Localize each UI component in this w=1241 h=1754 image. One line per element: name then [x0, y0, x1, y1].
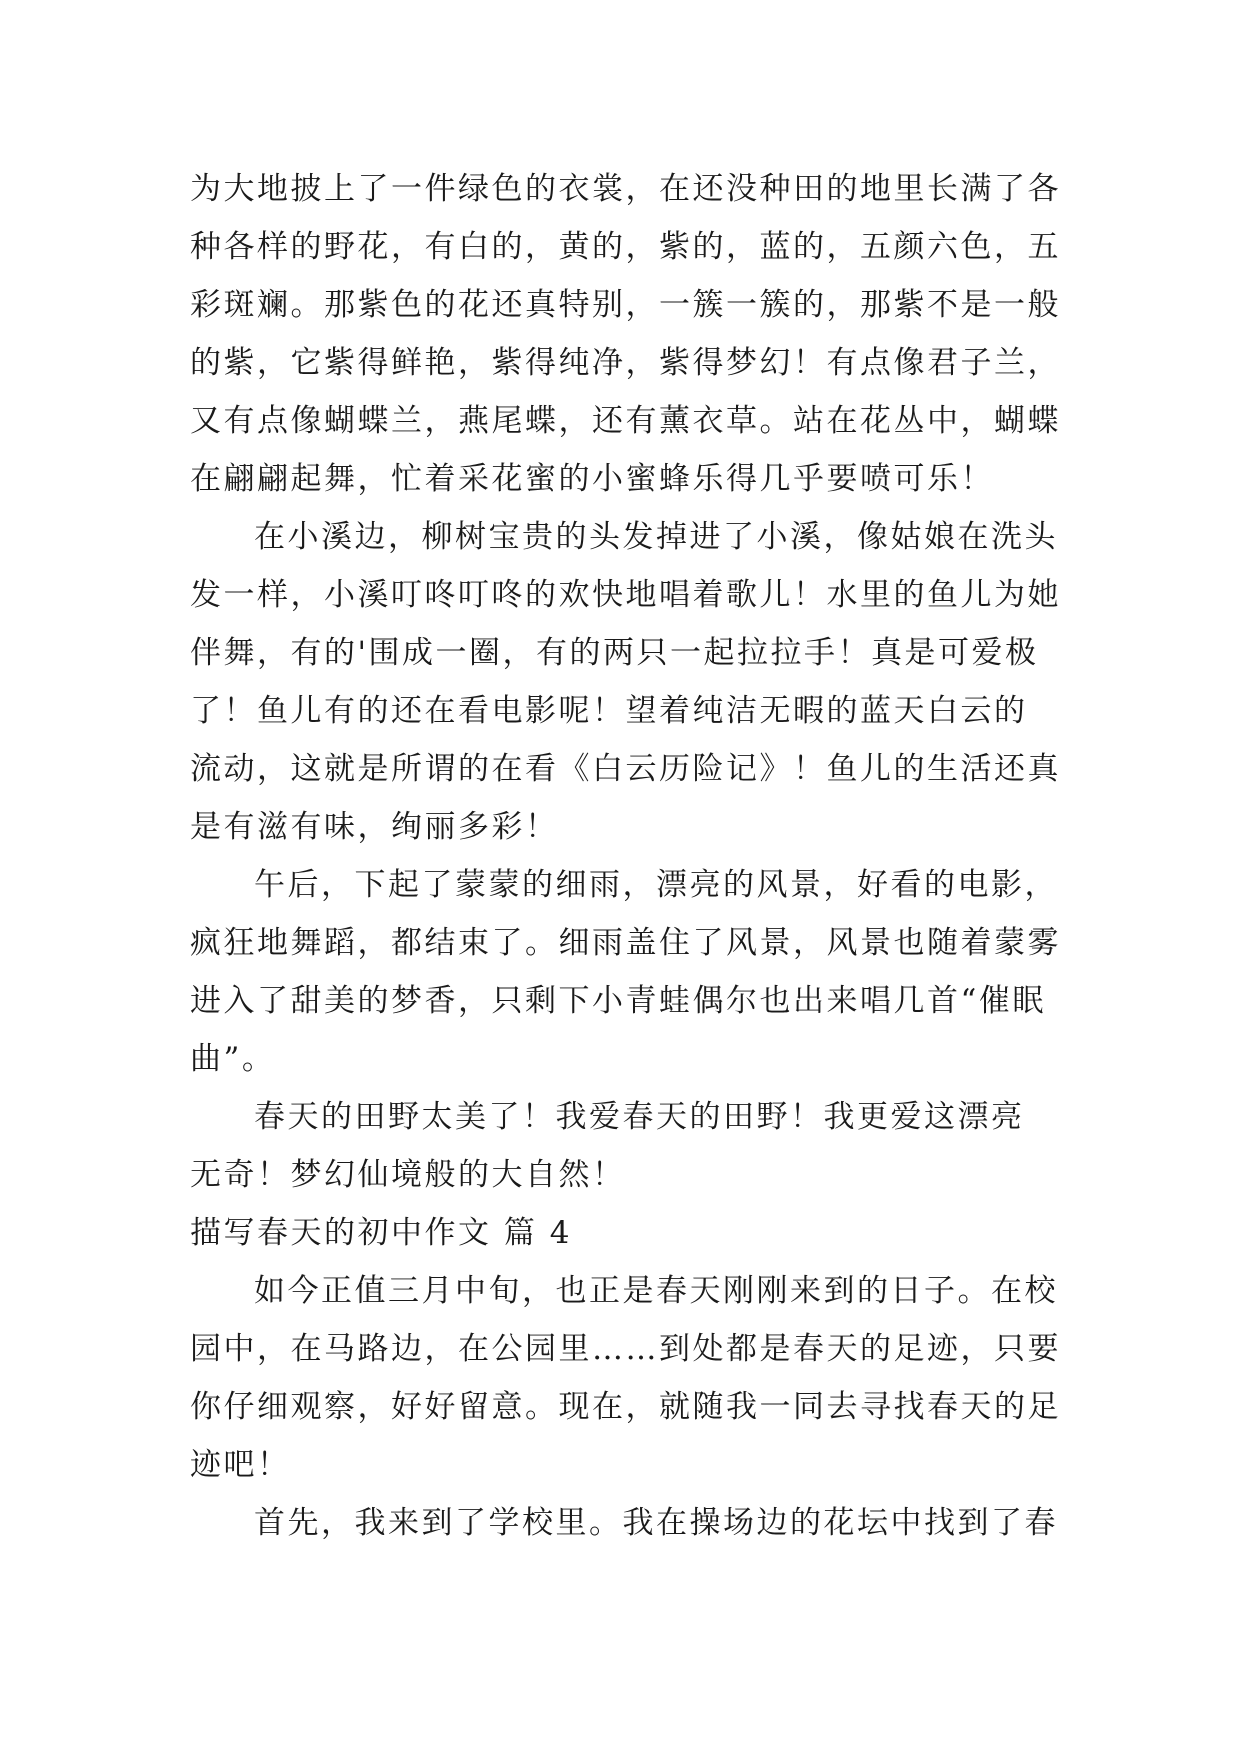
- text-line: 迹吧！: [190, 1447, 291, 1483]
- paragraph-first-line: 午后，下起了蒙蒙的细雨，漂亮的风景，好看的电影，: [254, 867, 1058, 903]
- text-line: 是有滋有味，绚丽多彩！: [190, 809, 559, 845]
- section-heading: 描写春天的初中作文 篇 4: [190, 1215, 572, 1251]
- text-line: 了！鱼儿有的还在看电影呢！望着纯洁无暇的蓝天白云的: [190, 693, 1028, 729]
- text-line: 又有点像蝴蝶兰，燕尾蝶，还有薰衣草。站在花丛中，蝴蝶: [190, 403, 1061, 439]
- text-line: 你仔细观察，好好留意。现在，就随我一同去寻找春天的足: [190, 1389, 1061, 1425]
- text-line: 彩斑斓。那紫色的花还真特别，一簇一簇的，那紫不是一般: [190, 287, 1061, 323]
- text-line: 伴舞，有的'围成一圈，有的两只一起拉拉手！真是可爱极: [190, 635, 1039, 671]
- text-line: 进入了甜美的梦香，只剩下小青蛙偶尔也出来唱几首“催眠: [190, 983, 1046, 1019]
- paragraph-first-line: 如今正值三月中旬，也正是春天刚刚来到的日子。在校: [254, 1273, 1058, 1309]
- text-line: 为大地披上了一件绿色的衣裳，在还没种田的地里长满了各: [190, 171, 1061, 207]
- paragraph-first-line: 在小溪边，柳树宝贵的头发掉进了小溪，像姑娘在洗头: [254, 519, 1058, 555]
- text-line: 疯狂地舞蹈，都结束了。细雨盖住了风景，风景也随着蒙雾: [190, 925, 1061, 961]
- text-line: 无奇！梦幻仙境般的大自然！: [190, 1157, 626, 1193]
- paragraph-first-line: 首先，我来到了学校里。我在操场边的花坛中找到了春: [254, 1505, 1058, 1541]
- text-line: 流动，这就是所谓的在看《白云历险记》！鱼儿的生活还真: [190, 751, 1061, 787]
- text-line: 在翩翩起舞，忙着采花蜜的小蜜蜂乐得几乎要喷可乐！: [190, 461, 994, 497]
- text-line: 发一样，小溪叮咚叮咚的欢快地唱着歌儿！水里的鱼儿为她: [190, 577, 1061, 613]
- article-body: [190, 160, 1070, 1552]
- text-line: 的紫，它紫得鲜艳，紫得纯净，紫得梦幻！有点像君子兰，: [190, 345, 1061, 381]
- text-line: 园中，在马路边，在公园里……到处都是春天的足迹，只要: [190, 1331, 1061, 1367]
- text-line: 曲”。: [190, 1041, 276, 1077]
- text-line: 种各样的野花，有白的，黄的，紫的，蓝的，五颜六色，五: [190, 229, 1061, 265]
- paragraph-first-line: 春天的田野太美了！我爱春天的田野！我更爱这漂亮: [254, 1099, 1025, 1135]
